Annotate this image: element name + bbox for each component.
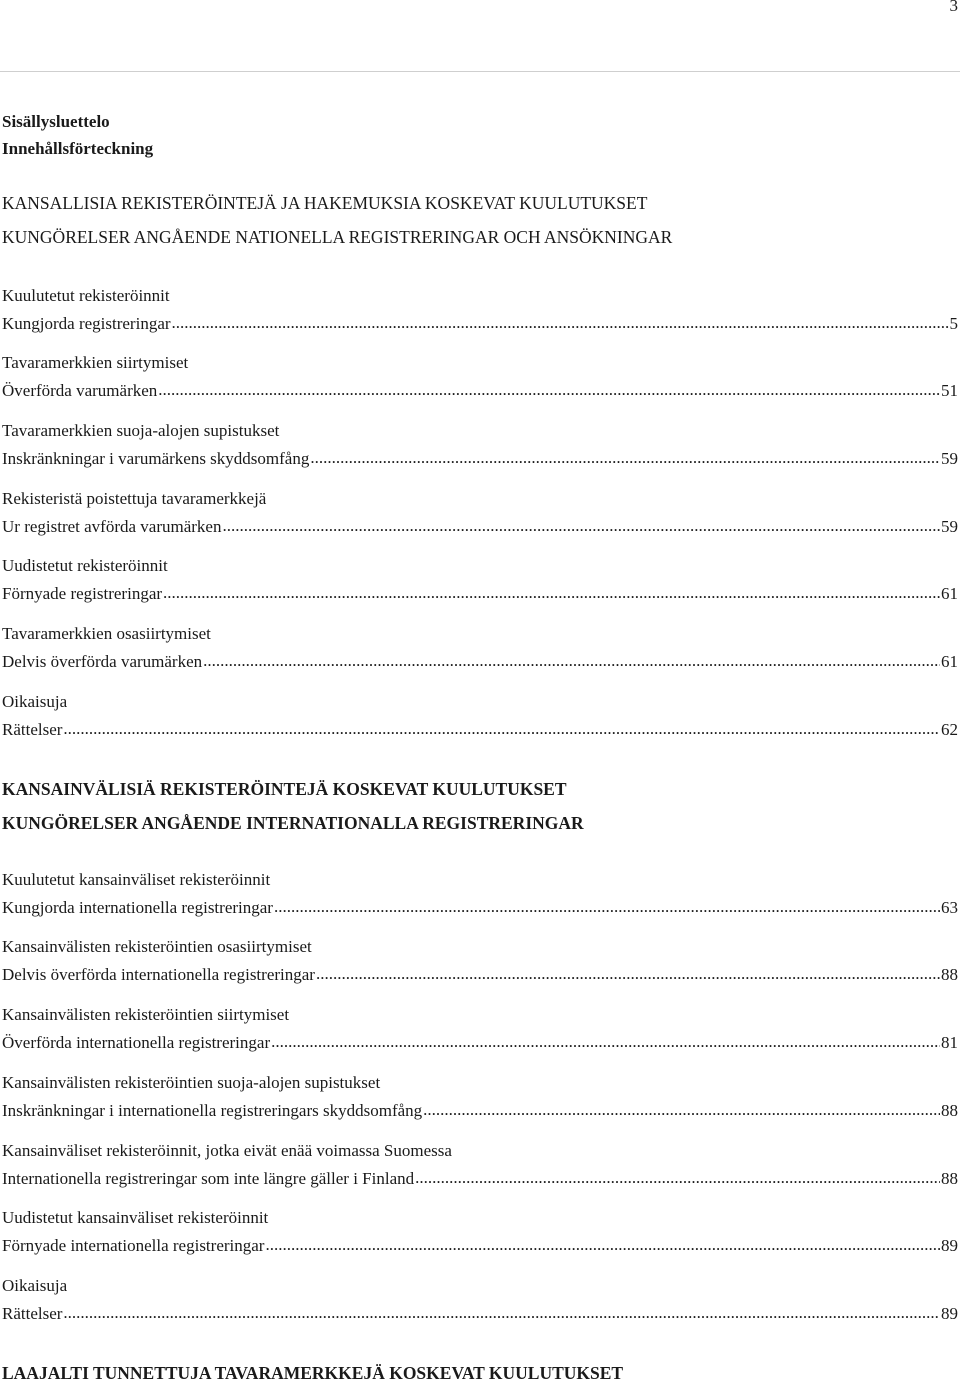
entry-page-number: 89 [941, 1236, 958, 1255]
toc-entry[interactable] [2, 933, 958, 988]
toc-title-sv: Innehållsförteckning [2, 139, 154, 158]
toc-entry[interactable] [2, 417, 958, 472]
entry-title-fi: Kuulutetut rekisteröinnit [2, 286, 170, 305]
toc-title-fi: Sisällysluettelo [2, 112, 110, 131]
dot-leader [310, 444, 940, 464]
entry-title-sv: Överförda varumärken [2, 381, 158, 400]
entry-title-sv: Internationella registreringar som inte längre gäller i Finland [2, 1169, 415, 1188]
toc-entry[interactable] [2, 1137, 958, 1192]
entry-title-fi: Kansainvälisten rekisteröintien osasiirtymiset [2, 937, 312, 956]
international-section-heading [2, 772, 584, 840]
entry-title-fi: Uudistetut kansainväliset rekisteröinnit [2, 1208, 269, 1227]
well-known-section-heading [2, 1356, 623, 1390]
entry-title-fi: Kansainvälisten rekisteröintien siirtymiset [2, 1005, 290, 1024]
toc-entry[interactable] [2, 1272, 958, 1327]
toc-entry[interactable] [2, 1204, 958, 1259]
dot-leader [271, 1028, 940, 1048]
national-heading-fi: KANSALLISIA REKISTERÖINTEJÄ JA HAKEMUKSIA KOSKEVAT KUULUTUKSET [2, 193, 648, 213]
entry-title-fi: Oikaisuja [2, 1276, 68, 1295]
entry-title-sv: Inskränkningar i internationella registreringars skyddsomfång [2, 1101, 423, 1120]
entry-page-number: 88 [941, 1101, 958, 1120]
entry-page-number: 59 [941, 449, 958, 468]
entry-title-sv: Rättelser [2, 720, 63, 739]
entry-title-sv: Kungjorda registreringar [2, 314, 171, 333]
dot-leader [163, 579, 940, 599]
international-heading-fi: KANSAINVÄLISIÄ REKISTERÖINTEJÄ KOSKEVAT KUULUTUKSET [2, 779, 567, 799]
toc-entry[interactable] [2, 688, 958, 743]
entry-page-number: 59 [941, 517, 958, 536]
dot-leader [203, 647, 940, 667]
international-heading-sv: KUNGÖRELSER ANGÅENDE INTERNATIONALLA REGISTRERINGAR [2, 813, 584, 833]
toc-entry[interactable] [2, 1001, 958, 1056]
toc-entry[interactable] [2, 349, 958, 404]
dot-leader [63, 715, 940, 735]
entry-page-number: 63 [941, 898, 958, 917]
entry-page-number: 89 [941, 1304, 958, 1323]
national-section-heading [2, 186, 672, 254]
dot-leader [172, 309, 949, 329]
dot-leader [415, 1164, 940, 1184]
dot-leader [158, 376, 940, 396]
toc-entry[interactable] [2, 620, 958, 675]
toc-entry[interactable] [2, 552, 958, 607]
header-rule [0, 71, 960, 72]
entry-page-number: 88 [941, 965, 958, 984]
page-number: 3 [949, 0, 958, 15]
entry-title-fi: Uudistetut rekisteröinnit [2, 556, 168, 575]
dot-leader [316, 960, 940, 980]
entry-title-fi: Tavaramerkkien siirtymiset [2, 353, 189, 372]
dot-leader [274, 893, 940, 913]
well-known-heading-fi: LAAJALTI TUNNETTUJA TAVARAMERKKEJÄ KOSKEVAT KUULUTUKSET [2, 1363, 624, 1383]
entry-title-sv: Inskränkningar i varumärkens skyddsomfång [2, 449, 310, 468]
entry-title-fi: Tavaramerkkien osasiirtymiset [2, 624, 211, 643]
entry-title-fi: Rekisteristä poistettuja tavaramerkkejä [2, 489, 267, 508]
dot-leader [63, 1299, 940, 1319]
entry-title-sv: Kungjorda internationella registreringar [2, 898, 273, 917]
entry-title-sv: Delvis överförda internationella registreringar [2, 965, 315, 984]
entry-page-number: 51 [941, 381, 958, 400]
entry-title-sv: Delvis överförda varumärken [2, 652, 203, 671]
national-heading-sv: KUNGÖRELSER ANGÅENDE NATIONELLA REGISTRERINGAR OCH ANSÖKNINGAR [2, 227, 673, 247]
toc-entry[interactable] [2, 485, 958, 540]
toc-title [2, 108, 153, 162]
entry-page-number: 5 [949, 314, 958, 333]
entry-title-fi: Kansainvälisten rekisteröintien suoja-alojen supistukset [2, 1073, 381, 1092]
entry-title-sv: Ur registret avförda varumärken [2, 517, 222, 536]
entry-title-fi: Tavaramerkkien suoja-alojen supistukset [2, 421, 280, 440]
toc-entry[interactable] [2, 866, 958, 921]
entry-page-number: 88 [941, 1169, 958, 1188]
entry-title-sv: Överförda internationella registreringar [2, 1033, 271, 1052]
entry-title-fi: Kuulutetut kansainväliset rekisteröinnit [2, 870, 271, 889]
dot-leader [423, 1096, 940, 1116]
entry-title-fi: Kansainväliset rekisteröinnit, jotka eivät enää voimassa Suomessa [2, 1141, 452, 1160]
entry-page-number: 81 [941, 1033, 958, 1052]
entry-title-sv: Förnyade internationella registreringar [2, 1236, 265, 1255]
dot-leader [222, 512, 940, 532]
entry-page-number: 61 [941, 652, 958, 671]
toc-entry[interactable] [2, 1069, 958, 1124]
entry-page-number: 62 [941, 720, 958, 739]
entry-page-number: 61 [941, 584, 958, 603]
entry-title-fi: Oikaisuja [2, 692, 68, 711]
toc-entry[interactable] [2, 282, 958, 337]
entry-title-sv: Rättelser [2, 1304, 63, 1323]
entry-title-sv: Förnyade registreringar [2, 584, 163, 603]
dot-leader [265, 1231, 940, 1251]
